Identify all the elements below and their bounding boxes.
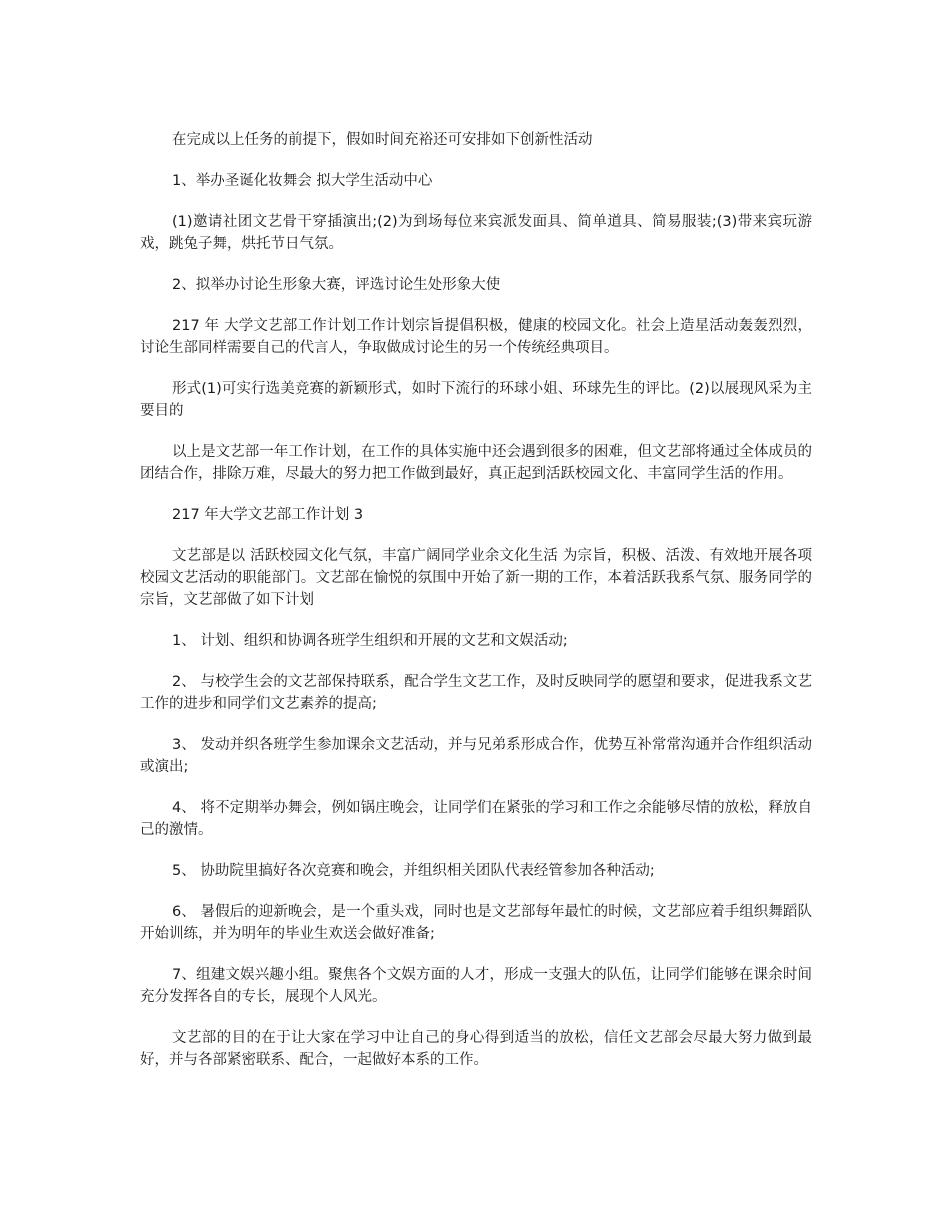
- paragraph-item-2: 2、拟举办讨论生形象大赛，评选讨论生处形象大使: [172, 277, 501, 293]
- paragraph-item-1: 1、举办圣诞化妆舞会 拟大学生活动中心: [172, 173, 433, 189]
- plan-item-4: 4、 将不定期举办舞会，例如锅庄晚会，让同学们在紧张的学习和工作之余能够尽情的放松，释放自己的激情。: [140, 800, 812, 838]
- paragraph-intro: 在完成以上任务的前提下，假如时间充裕还可安排如下创新性活动: [172, 132, 593, 148]
- plan-item-6: 6、 暑假后的迎新晚会，是一个重头戏，同时也是文艺部每年最忙的时候，文艺部应着手组织舞蹈队开始训练，并为明年的毕业生欢送会做好准备;: [140, 904, 812, 942]
- paragraph-conclusion: 文艺部的目的在于让大家在学习中让自己的身心得到适当的放松，信任文艺部会尽最大努力做到最好，并与各部紧密联系、配合，一起做好本系的工作。: [140, 1030, 812, 1068]
- paragraph-item-1-detail: (1)邀请社团文艺骨干穿插演出;(2)为到场每位来宾派发面具、简单道具、简易服装;(3)带来宾玩游戏，跳兔子舞，烘托节日气氛。: [140, 214, 812, 252]
- plan-item-5: 5、 协助院里搞好各次竞赛和晚会，并组织相关团队代表经管参加各种活动;: [172, 863, 655, 879]
- document-body: [140, 129, 812, 1090]
- paragraph-summary: 以上是文艺部一年工作计划，在工作的具体实施中还会遇到很多的困难，但文艺部将通过全体成员的团结合作，排除万难，尽最大的努力把工作做到最好，真正起到活跃校园文化、丰富同学生活的作用。: [140, 444, 812, 482]
- paragraph-item-2-purpose: 217 年 大学文艺部工作计划工作计划宗旨提倡积极，健康的校园文化。社会上造星活动轰轰烈烈，讨论生部同样需要自己的代言人，争取做成讨论生的另一个传统经典项目。: [140, 318, 812, 356]
- plan-item-7: 7、组建文娱兴趣小组。聚焦各个文娱方面的人才，形成一支强大的队伍，让同学们能够在课余时间充分发挥各自的专长，展现个人风光。: [140, 967, 812, 1005]
- plan-item-2: 2、 与校学生会的文艺部保持联系，配合学生文艺工作，及时反映同学的愿望和要求，促进我系文艺工作的进步和同学们文艺素养的提高;: [140, 674, 812, 712]
- plan-item-3: 3、 发动并织各班学生参加课余文艺活动，并与兄弟系形成合作，优势互补常常沟通并合作组织活动或演出;: [140, 737, 812, 775]
- section-heading: 217 年大学文艺部工作计划 3: [172, 507, 364, 523]
- paragraph-section-intro: 文艺部是以 活跃校园文化气氛，丰富广阔同学业余文化生活 为宗旨，积极、活泼、有效地开展各项校园文艺活动的职能部门。文艺部在愉悦的氛围中开始了新一期的工作，本着活跃我系气氛、服务同学的宗旨，文艺部做了如下计划: [140, 548, 812, 608]
- paragraph-item-2-form: 形式(1)可实行选美竞赛的新颖形式，如时下流行的环球小姐、环球先生的评比。(2)以展现风采为主要目的: [140, 381, 812, 419]
- plan-item-1: 1、 计划、组织和协调各班学生组织和开展的文艺和文娱活动;: [172, 633, 568, 649]
